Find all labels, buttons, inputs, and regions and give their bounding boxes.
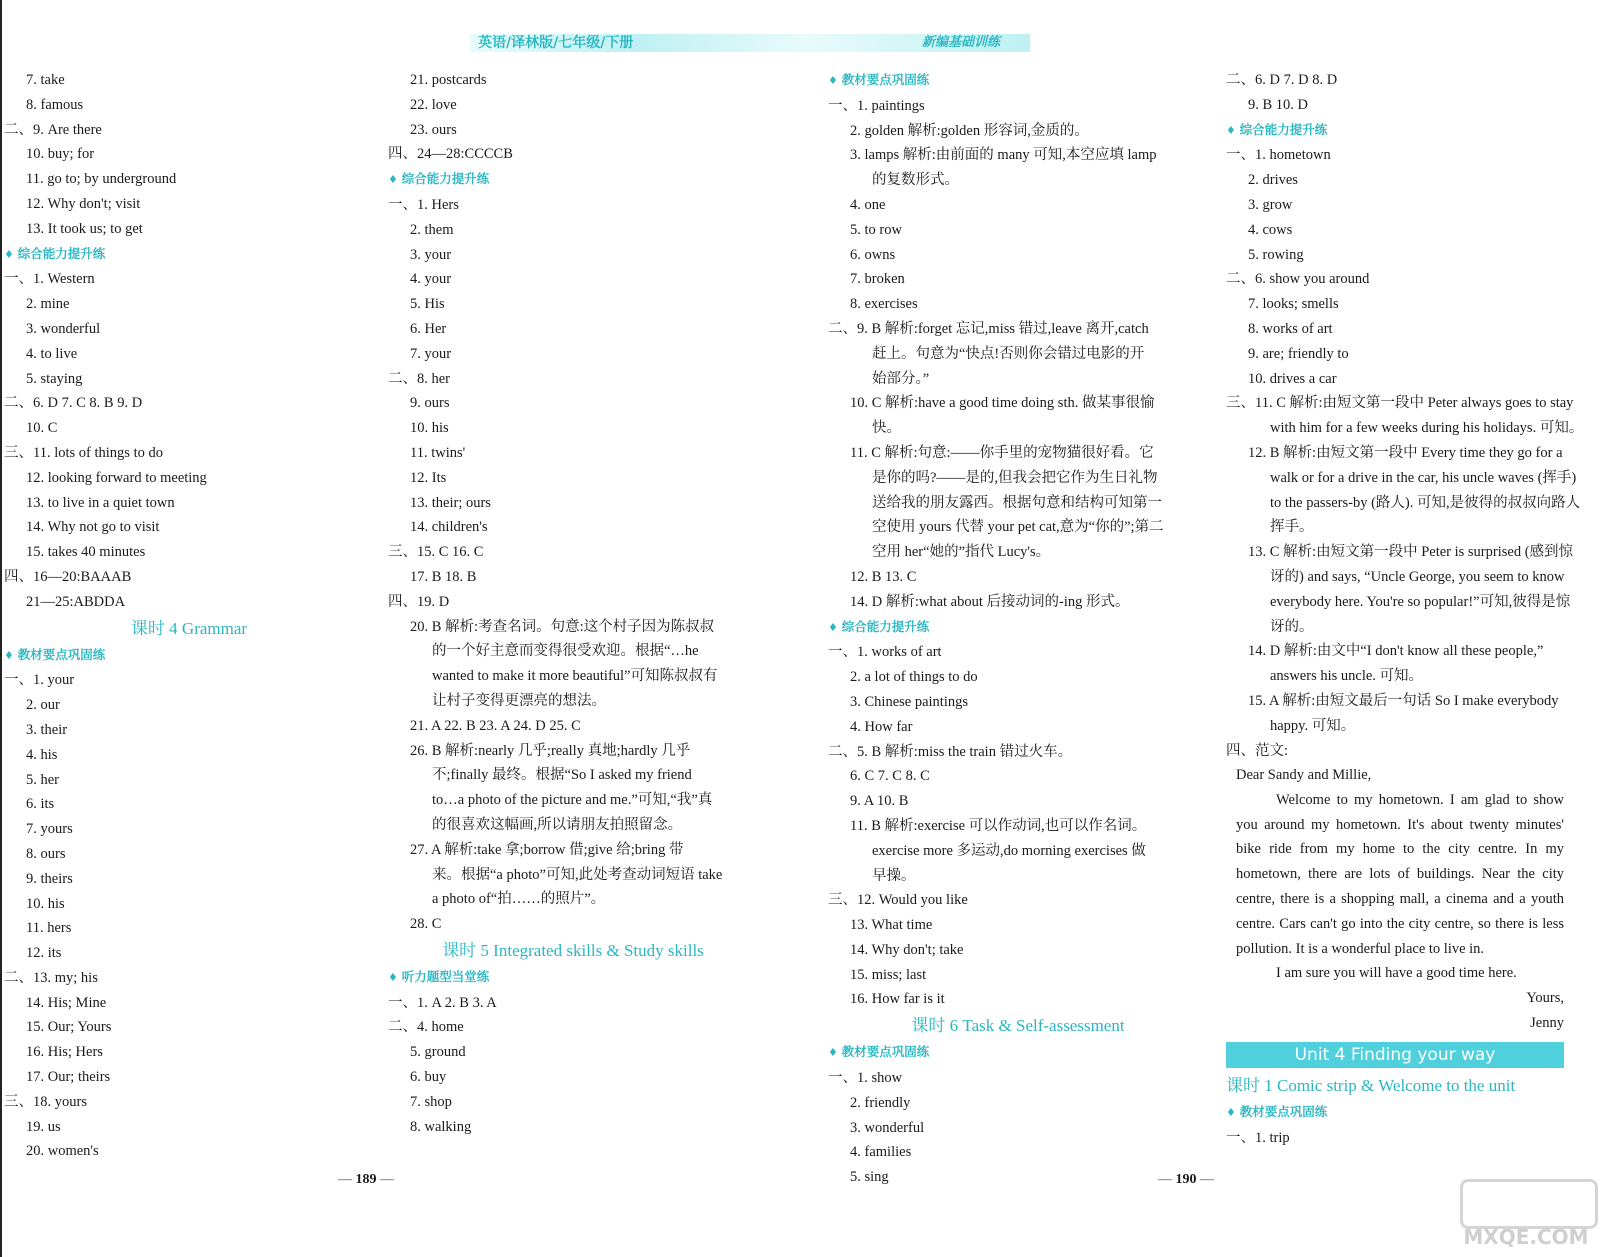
answer-line: happy. 可知。	[1270, 717, 1356, 734]
answer-line: 12. Its	[410, 469, 447, 486]
answer-line: 7. broken	[850, 271, 905, 288]
answer-line: 14. children's	[410, 519, 488, 536]
unit-lesson-title: 课时 1 Comic strip & Welcome to the unit	[1226, 1075, 1516, 1095]
answer-line: 4. How far	[850, 718, 913, 735]
answer-line: 四、24—28:CCCCB	[388, 146, 513, 163]
answer-line: 2. a lot of things to do	[850, 669, 978, 686]
answer-line: 15. Our; Yours	[26, 1019, 112, 1036]
answer-line: 8. walking	[410, 1118, 472, 1135]
letter-greeting: Dear Sandy and Millie,	[1236, 767, 1372, 783]
answer-line: 11. twins'	[410, 444, 466, 461]
answer-line: 10. his	[410, 420, 449, 437]
answer-line: 不;finally 最终。根据“So I asked my friend	[432, 767, 692, 784]
answer-line: answers his uncle. 可知。	[1270, 668, 1424, 685]
answer-line: 12. its	[26, 945, 62, 962]
answer-line: 空用 her“她的”指代 Lucy's。	[872, 544, 1051, 561]
answer-line: exercise more 多运动,do morning exercises 做	[872, 842, 1146, 859]
answer-line: 一、1. works of art	[828, 644, 942, 661]
answer-line: 5. sing	[850, 1169, 889, 1186]
lesson-title: 课时 5 Integrated skills & Study skills	[442, 940, 704, 960]
answer-line: 让村子变得更漂亮的想法。	[432, 692, 606, 709]
answer-line: 二、9. Are there	[4, 121, 102, 138]
answer-line: to the passers-by (路人). 可知,是彼得的叔叔向路人	[1270, 494, 1581, 511]
answer-line: everybody here. You're so popular!”可知,彼得是惊	[1270, 593, 1571, 610]
answer-line: 二、8. her	[388, 370, 451, 387]
answer-line: 3. lamps 解析:由前面的 many 可知,本空应填 lamp	[850, 147, 1157, 164]
answer-line: 6. C 7. C 8. C	[850, 768, 930, 785]
answer-line: 22. love	[410, 96, 457, 113]
answer-line: 4. your	[410, 271, 452, 288]
model-essay	[1226, 763, 1564, 1036]
answer-line: 送给我的朋友露西。根据句意和结构可知第一	[872, 494, 1162, 511]
page-number-left: — 189 —	[338, 1172, 394, 1187]
answer-line: 三、12. Would you like	[828, 892, 968, 909]
watermark-box-icon	[1460, 1179, 1598, 1229]
answer-line: 二、9. B 解析:forget 忘记,miss 错过,leave 离开,catch	[828, 320, 1149, 337]
answer-line: 12. looking forward to meeting	[26, 469, 207, 486]
answer-line: 9. B 10. D	[1248, 96, 1309, 113]
answer-line: 三、11. C 解析:由短文第一段中 Peter always goes to stay	[1226, 395, 1574, 412]
answer-line: 8. works of art	[1248, 320, 1333, 337]
answer-line: 4. one	[850, 196, 886, 213]
answer-line: 13. their; ours	[410, 494, 491, 511]
page-header-banner	[470, 34, 1030, 52]
letter-body-1: Welcome to my hometown. I am glad to show you around my hometown. It's about twenty minutes' bike ride from my home to the city centre. In my hometown, there are lots of buildings. Near the city centre, there is a shopping mall, a cinema and a youth centre. Cars can't go into the city centre, so there is less pollution. It is a wonderful place to live in.	[1236, 791, 1564, 957]
answer-line: 13. It took us; to get	[26, 220, 143, 237]
letter-closing: Yours,	[1526, 990, 1564, 1007]
answer-line: 4. families	[850, 1144, 912, 1161]
answer-line: 10. C 解析:have a good time doing sth. 做某事很愉	[850, 395, 1155, 412]
answer-line: to…a photo of the picture and me.”可知,“我”真	[432, 792, 713, 809]
answer-line: 28. C	[410, 916, 442, 933]
answer-line: 5. rowing	[1248, 246, 1304, 263]
answer-line: 二、6. show you around	[1226, 271, 1370, 288]
answer-line: 5. to row	[850, 221, 902, 238]
section-heading: ♦ 综合能力提升练	[828, 615, 1208, 641]
answer-line: 11. C 解析:句意:——你手里的宠物猫很好看。它	[850, 444, 1154, 461]
answer-line: 15. miss; last	[850, 966, 927, 983]
unit-first-item: 一、1. trip	[1226, 1129, 1290, 1146]
answer-line: 13. C 解析:由短文第一段中 Peter is surprised (感到惊	[1248, 544, 1574, 561]
answer-line: 3. your	[410, 246, 452, 263]
answer-line: 一、1. hometown	[1226, 147, 1331, 164]
answer-line: 12. Why don't; visit	[26, 195, 141, 212]
answer-line: 二、4. home	[388, 1019, 464, 1036]
answer-line: 2. friendly	[850, 1094, 911, 1111]
answer-line: 3. wonderful	[850, 1119, 925, 1136]
answer-line: 3. grow	[1248, 196, 1293, 213]
answer-line: 11. go to; by underground	[26, 171, 177, 188]
answer-line: 三、15. C 16. C	[388, 544, 484, 561]
answer-line: 7. looks; smells	[1248, 296, 1339, 313]
column-4-tail	[1226, 763, 1564, 1150]
answer-line: 一、1. your	[4, 672, 75, 689]
answer-line: 14. Why not go to visit	[26, 519, 160, 536]
section-heading: ♦ 综合能力提升练	[1226, 118, 1596, 144]
answer-line: 14. D 解析:what about 后接动词的-ing 形式。	[850, 593, 1130, 610]
answer-line: 一、1. Hers	[388, 196, 459, 213]
answer-line: 一、1. paintings	[828, 97, 925, 114]
answer-line: 10. his	[26, 895, 65, 912]
section-heading: ♦ 综合能力提升练	[4, 242, 374, 268]
answer-line: 二、6. D 7. D 8. D	[1226, 72, 1338, 88]
answer-line: 10. buy; for	[26, 146, 95, 163]
section-heading: ♦ 教材要点巩固练	[4, 643, 374, 669]
answer-line: 6. buy	[410, 1069, 447, 1086]
answer-line: 12. B 解析:由短文第一段中 Every time they go for a	[1248, 444, 1563, 461]
answer-line: 讶的。	[1270, 618, 1314, 635]
lesson-title: 课时 6 Task & Self-assessment	[911, 1016, 1125, 1036]
answer-line: 26. B 解析:nearly 几乎;really 真地;hardly 几乎	[410, 742, 691, 759]
answer-line: 13. to live in a quiet town	[26, 494, 175, 511]
answer-line: 的复数形式。	[872, 172, 959, 189]
section-heading: ♦ 综合能力提升练	[388, 167, 758, 193]
answer-line: 三、18. yours	[4, 1093, 87, 1110]
unit-banner: Unit 4 Finding your way	[1226, 1042, 1564, 1068]
watermark-text: MXQE.COM	[1463, 1225, 1589, 1249]
answer-line: 21—25:ABDDA	[26, 593, 126, 610]
answer-line: 的一个好主意而变得很受欢迎。根据“…he	[432, 643, 699, 660]
answer-line: 17. B 18. B	[410, 568, 477, 585]
section-heading: ♦ 教材要点巩固练	[828, 1040, 1208, 1066]
answer-line: 14. His; Mine	[26, 994, 107, 1011]
answer-line: 二、5. B 解析:miss the train 错过火车。	[828, 743, 1073, 760]
answer-column-3	[828, 68, 1208, 1190]
answer-line: 挥手。	[1270, 519, 1314, 536]
answer-line: 二、6. D 7. C 8. B 9. D	[4, 395, 143, 412]
page-number-right: — 190 —	[1158, 1172, 1214, 1187]
answer-line: with him for a few weeks during his holidays. 可知。	[1270, 420, 1584, 437]
section-heading: ♦ 教材要点巩固练	[828, 68, 1208, 94]
letter-signature: Jenny	[1530, 1014, 1564, 1031]
answer-line: 是你的吗?——是的,但我会把它作为生日礼物	[872, 469, 1158, 486]
answer-column-2	[388, 68, 758, 1139]
answer-line: 6. Her	[410, 320, 447, 337]
answer-line: 的很喜欢这幅画,所以请朋友拍照留念。	[432, 816, 683, 833]
answer-line: 10. drives a car	[1248, 370, 1337, 387]
answer-line: 16. How far is it	[850, 991, 945, 1008]
answer-line: 始部分。”	[872, 370, 930, 387]
answer-line: 6. its	[26, 796, 55, 813]
answer-line: 3. wonderful	[26, 320, 101, 337]
answer-line: 21. A 22. B 23. A 24. D 25. C	[410, 717, 581, 734]
left-binding-rule	[0, 0, 2, 1257]
answer-line: walk or for a drive in the car, his uncle waves (挥手)	[1270, 469, 1577, 486]
answer-line: 3. their	[26, 721, 68, 738]
header-series: 新编基础训练	[921, 35, 1000, 50]
answer-line: 15. A 解析:由短文最后一句话 So I make everybody	[1248, 692, 1559, 709]
answer-line: 14. Why don't; take	[850, 941, 964, 958]
answer-line: 7. shop	[410, 1093, 452, 1110]
answer-line: 9. A 10. B	[850, 793, 909, 810]
answer-line: 20. B 解析:考查名词。句意:这个村子因为陈叔叔	[410, 618, 715, 635]
answer-line: 23. ours	[410, 121, 457, 138]
answer-line: 2. them	[410, 221, 454, 238]
answer-line: 21. postcards	[410, 72, 487, 88]
answer-line: 一、1. A 2. B 3. A	[388, 994, 497, 1011]
answer-line: 6. owns	[850, 246, 896, 263]
answer-line: 5. ground	[410, 1044, 466, 1061]
answer-column-4	[1226, 68, 1596, 763]
answer-line: 10. C	[26, 420, 58, 437]
answer-line: 13. What time	[850, 917, 933, 934]
answer-line: 4. his	[26, 746, 58, 763]
answer-line: 7. your	[410, 345, 452, 362]
header-title: 英语/译林版/七年级/下册	[478, 35, 634, 51]
answer-line: 7. take	[26, 72, 65, 88]
answer-line: 9. ours	[410, 395, 450, 412]
answer-line: 27. A 解析:take 拿;borrow 借;give 给;bring 带	[410, 841, 684, 858]
letter-body-2: I am sure you will have a good time here.	[1276, 965, 1517, 982]
answer-line: 四、范文:	[1226, 742, 1289, 759]
answer-line: 三、11. lots of things to do	[4, 444, 163, 461]
answer-line: 2. mine	[26, 296, 70, 313]
answer-line: 四、19. D	[388, 593, 450, 610]
answer-line: wanted to make it more beautiful”可知陈叔叔有	[432, 668, 718, 685]
answer-line: 来。根据“a photo”可知,此处考查动词短语 take	[432, 866, 723, 883]
answer-line: 14. D 解析:由文中“I don't know all these people,”	[1248, 643, 1544, 660]
answer-line: 5. her	[26, 771, 60, 788]
answer-line: 四、16—20:BAAAB	[4, 568, 132, 585]
answer-line: 11. hers	[26, 920, 72, 937]
answer-line: 8. famous	[26, 96, 84, 113]
answer-line: 12. B 13. C	[850, 568, 917, 585]
answer-line: 5. staying	[26, 370, 83, 387]
answer-line: 一、1. Western	[4, 271, 95, 288]
answer-line: 17. Our; theirs	[26, 1069, 111, 1086]
answer-line: 快。	[872, 420, 901, 437]
lesson-title: 课时 4 Grammar	[130, 618, 248, 638]
answer-line: 讶的) and says, “Uncle George, you seem to know	[1270, 568, 1565, 585]
answer-line: 5. His	[410, 296, 445, 313]
answer-line: 16. His; Hers	[26, 1044, 103, 1061]
answer-line: 赶上。句意为“快点!否则你会错过电影的开	[872, 345, 1145, 362]
answer-line: 20. women's	[26, 1143, 99, 1160]
answer-line: 2. golden 解析:golden 形容词,金质的。	[850, 122, 1089, 139]
answer-line: 9. are; friendly to	[1248, 345, 1349, 362]
answer-line: a photo of“拍……的照片”。	[432, 891, 606, 908]
answer-line: 15. takes 40 minutes	[26, 544, 146, 561]
answer-line: 一、1. show	[828, 1070, 903, 1087]
unit-section-heading: ♦ 教材要点巩固练	[1226, 1100, 1564, 1126]
answer-line: 9. theirs	[26, 870, 73, 887]
answer-line: 19. us	[26, 1118, 61, 1135]
answer-line: 2. our	[26, 697, 60, 714]
answer-line: 11. B 解析:exercise 可以作动词,也可以作名词。	[850, 817, 1147, 834]
answer-line: 4. cows	[1248, 221, 1293, 238]
watermark-logo	[1460, 1179, 1592, 1249]
answer-column-1	[4, 68, 374, 1164]
answer-line: 8. ours	[26, 845, 66, 862]
section-heading: ♦ 听力题型当堂练	[388, 965, 758, 991]
answer-line: 3. Chinese paintings	[850, 693, 969, 710]
answer-line: 7. yours	[26, 821, 73, 838]
answer-line: 空使用 yours 代替 your pet cat,意为“你的”;第二	[872, 519, 1164, 536]
answer-line: 8. exercises	[850, 296, 918, 313]
answer-line: 4. to live	[26, 345, 78, 362]
answer-line: 2. drives	[1248, 172, 1298, 189]
answer-line: 早操。	[872, 867, 916, 884]
answer-line: 二、13. my; his	[4, 969, 98, 986]
